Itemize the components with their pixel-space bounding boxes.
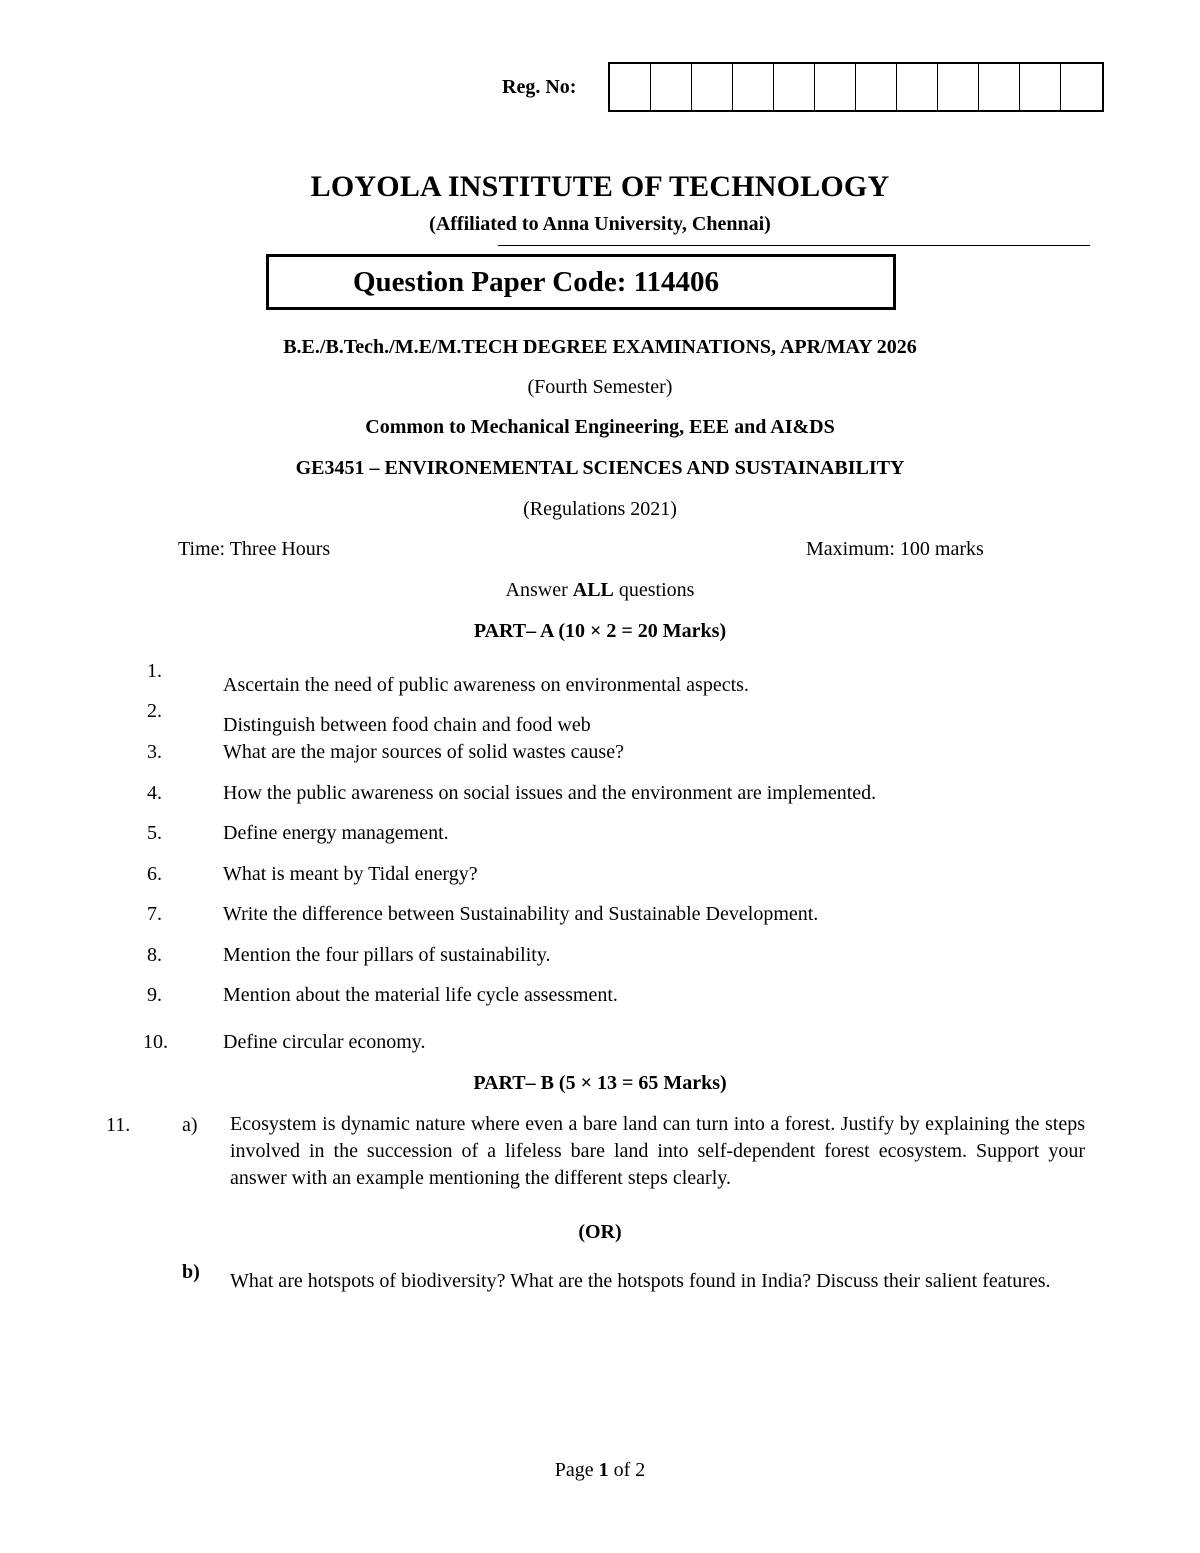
question-text: Write the difference between Sustainability and Sustainable Development. — [223, 903, 819, 925]
part-b-heading: PART– B (5 × 13 = 65 Marks) — [473, 1072, 727, 1094]
question-number: 6. — [147, 863, 162, 885]
question-text: What are the major sources of solid wastes cause? — [223, 741, 624, 763]
reg-no-digit-box — [856, 64, 897, 110]
reg-no-digit-box — [692, 64, 733, 110]
page-prefix: Page — [554, 1459, 599, 1481]
paper-code: Question Paper Code: 114406 — [353, 265, 719, 298]
page-suffix: of 2 — [608, 1459, 646, 1481]
question-number: 9. — [147, 984, 162, 1006]
question-text: What is meant by Tidal energy? — [223, 863, 478, 885]
question-text: Distinguish between food chain and food web — [223, 714, 591, 736]
question-text: How the public awareness on social issues and the environment are implemented. — [223, 782, 877, 804]
question-text: Define circular economy. — [223, 1031, 426, 1053]
question-number: 5. — [147, 822, 162, 844]
question-number: 1. — [147, 660, 162, 682]
question-text: Mention about the material life cycle assessment. — [223, 984, 618, 1006]
maximum-marks: Maximum: 100 marks — [806, 538, 984, 560]
reg-no-digit-box — [938, 64, 979, 110]
question-number: 8. — [147, 944, 162, 966]
answer-instruction — [0, 579, 1200, 602]
question-number: 3. — [147, 741, 162, 763]
page-footer — [0, 1459, 1200, 1482]
page-number: 1 — [598, 1459, 609, 1481]
option-label-b: b) — [182, 1261, 200, 1283]
affiliation: (Affiliated to Anna University, Chennai) — [429, 213, 771, 235]
reg-no-digit-box — [774, 64, 815, 110]
reg-no-digit-box — [979, 64, 1020, 110]
question-number: 4. — [147, 782, 162, 804]
reg-no-digit-box — [1020, 64, 1061, 110]
time-allowed: Time: Three Hours — [178, 538, 331, 560]
institute-title: LOYOLA INSTITUTE OF TECHNOLOGY — [310, 170, 890, 203]
answer-prefix: Answer — [505, 579, 573, 601]
exam-title: B.E./B.Tech./M.E/M.TECH DEGREE EXAMINATIONS, APR/MAY 2026 — [283, 336, 917, 358]
question-number: 2. — [147, 700, 162, 722]
common-departments: Common to Mechanical Engineering, EEE and AI&DS — [365, 416, 835, 438]
or-separator: (OR) — [578, 1221, 622, 1243]
semester: (Fourth Semester) — [527, 376, 673, 398]
reg-no-digit-box — [897, 64, 938, 110]
reg-no-digit-box — [1061, 64, 1102, 110]
part-a-heading: PART– A (10 × 2 = 20 Marks) — [473, 620, 727, 642]
question-11a-text: Ecosystem is dynamic nature where even a bare land can turn into a forest. Justify by explaining the steps involved in the succession of a lifeless bare land into self-dependent forest ecosystem. Support your answer with an example mentioning the different steps clearly. — [230, 1113, 1085, 1189]
question-number: 7. — [147, 903, 162, 925]
reg-no-digit-box — [610, 64, 651, 110]
paper-code-box — [266, 254, 896, 310]
reg-no-digit-box — [815, 64, 856, 110]
reg-no-digit-box — [733, 64, 774, 110]
question-11b-text: What are hotspots of biodiversity? What are the hotspots found in India? Discuss their salient features. — [230, 1270, 1051, 1292]
answer-suffix: questions — [613, 579, 695, 601]
reg-no-label: Reg. No: — [502, 76, 577, 98]
answer-bold: ALL — [572, 579, 614, 601]
question-text: Ascertain the need of public awareness on environmental aspects. — [223, 674, 749, 696]
divider-line — [498, 245, 1090, 246]
reg-no-digit-box — [651, 64, 692, 110]
reg-no-boxes — [608, 62, 1104, 112]
course-title: GE3451 – ENVIRONEMENTAL SCIENCES AND SUSTAINABILITY — [295, 457, 905, 479]
question-text: Mention the four pillars of sustainability. — [223, 944, 551, 966]
question-text: Define energy management. — [223, 822, 449, 844]
option-label-a: a) — [182, 1114, 198, 1136]
regulations: (Regulations 2021) — [523, 498, 677, 520]
question-number: 11. — [106, 1114, 131, 1136]
question-number: 10. — [143, 1031, 168, 1053]
